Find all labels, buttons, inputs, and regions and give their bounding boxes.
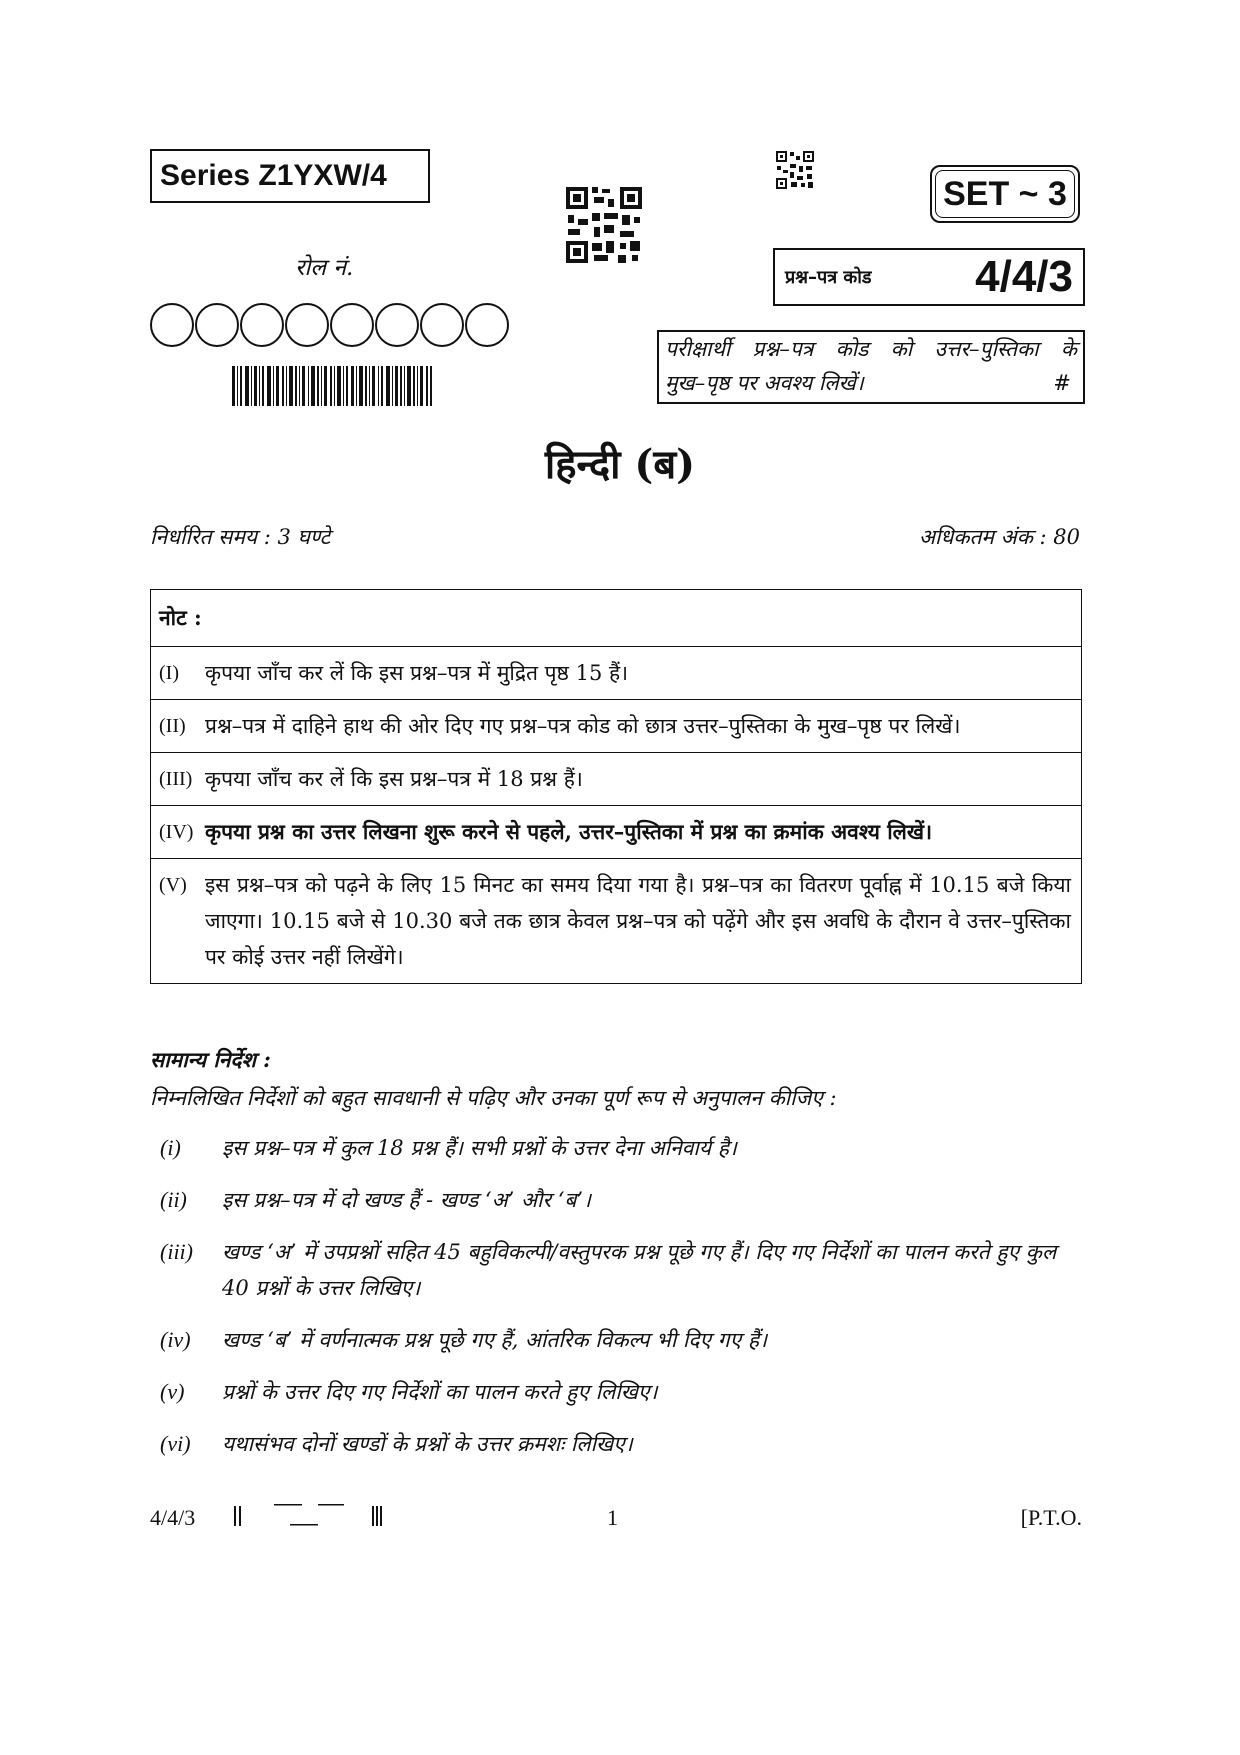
code-instruction-box: [657, 330, 1085, 404]
paper-code-value: 4/4/3: [975, 252, 1073, 301]
paper-code-label: प्रश्न–पत्र कोड: [785, 267, 872, 288]
max-marks: अधिकतम अंक : 80: [918, 525, 1080, 549]
note-heading: नोट :: [159, 605, 202, 630]
general-instructions-subheading: निम्नलिखित निर्देशों को बहुत सावधानी से पढ़िए और उनका पूर्ण रूप से अनुपालन कीजिए :: [150, 1086, 837, 1110]
footer-paper-code: 4/4/3: [150, 1505, 196, 1530]
note-item: [151, 805, 1081, 858]
note-text: कृपया जाँच कर लें कि इस प्रश्न–पत्र में मुद्रित पृष्ठ 15 हैं।: [205, 661, 629, 685]
page-number: 1: [607, 1505, 618, 1530]
instruction-text: इस प्रश्न–पत्र में दो खण्ड हैं - खण्ड ‘अ’ और ‘ब’।: [222, 1188, 592, 1212]
series-label: Series Z1YXW/4: [150, 149, 430, 203]
instruction-number: (v): [160, 1379, 185, 1404]
instruction-number: (i): [160, 1135, 181, 1160]
note-number: (II): [159, 715, 186, 737]
note-text: प्रश्न–पत्र में दाहिने हाथ की ओर दिए गए प्रश्न–पत्र कोड को छात्र उत्तर–पुस्तिका के मुख–पृष्ठ पर लिखें।: [205, 714, 961, 738]
instruction-item: [160, 1322, 1060, 1358]
roll-digit-circle: [330, 303, 374, 347]
paper-title: हिन्दी (ब): [544, 441, 696, 488]
roll-number-circles: [150, 303, 510, 347]
instruction-number: (iv): [160, 1327, 191, 1352]
note-text: इस प्रश्न–पत्र को पढ़ने के लिए 15 मिनट का समय दिया गया है। प्रश्न–पत्र का वितरण पूर्वाह्न में 10.15 बजे किया जाएगा। 10.15 बजे से 10.30 बजे तक छात्र केवल प्रश्न–पत्र को पढ़ेंगे और इस अवधि के दौरान वे उत्तर–पुस्तिका पर कोई उत्तर नहीं लिखेंगे।: [205, 873, 1071, 969]
instruction-item: [160, 1130, 1060, 1166]
note-item: [151, 752, 1081, 805]
note-number: (I): [159, 662, 179, 684]
qr-code-small: [775, 150, 815, 194]
roll-digit-circle: [285, 303, 329, 347]
roll-digit-circle: [465, 303, 509, 347]
note-number: (IV): [159, 821, 194, 843]
code-instruction-mark: #: [1053, 371, 1071, 395]
note-number: (V): [159, 874, 187, 896]
time-allowed: निर्धारित समय : 3 घण्टे: [150, 525, 331, 549]
note-item: [151, 858, 1081, 983]
roll-digit-circle: [150, 303, 194, 347]
instruction-item: [160, 1426, 1060, 1462]
general-instructions-list: [160, 1130, 1060, 1478]
instruction-text: यथासंभव दोनों खण्डों के प्रश्नों के उत्तर क्रमशः लिखिए।: [222, 1432, 633, 1456]
qr-code-main: [564, 185, 644, 269]
instruction-text: खण्ड ‘अ’ में उपप्रश्नों सहित 45 बहुविकल्पी/वस्तुपरक प्रश्न पूछे गए हैं। दिए गए निर्देशों का पालन करते हुए कुल 40 प्रश्नों के उत्तर लिखिए।: [222, 1240, 1057, 1300]
general-instructions-heading: सामान्य निर्देश :: [150, 1047, 271, 1072]
note-text: कृपया जाँच कर लें कि इस प्रश्न–पत्र में 18 प्रश्न हैं।: [205, 767, 583, 791]
note-number: (III): [159, 768, 193, 790]
instruction-item: [160, 1234, 1060, 1306]
footer-registration-marks: [232, 1500, 392, 1536]
instruction-item: [160, 1374, 1060, 1410]
barcode: [232, 366, 432, 410]
instruction-number: (ii): [160, 1187, 187, 1212]
instruction-text: इस प्रश्न–पत्र में कुल 18 प्रश्न हैं। सभी प्रश्नों के उत्तर देना अनिवार्य है।: [222, 1136, 737, 1160]
note-text: कृपया प्रश्न का उत्तर लिखना शुरू करने से पहले, उत्तर–पुस्तिका में प्रश्न का क्रमांक अवश्य लिखें।: [205, 819, 933, 844]
roll-digit-circle: [240, 303, 284, 347]
instruction-text: प्रश्नों के उत्तर दिए गए निर्देशों का पालन करते हुए लिखिए।: [222, 1380, 658, 1404]
pto-label: [P.T.O.: [1020, 1505, 1082, 1530]
paper-code-box: [773, 248, 1085, 306]
roll-digit-circle: [420, 303, 464, 347]
note-box: [150, 589, 1082, 984]
roll-digit-circle: [375, 303, 419, 347]
instruction-number: (iii): [160, 1239, 193, 1264]
instruction-text: खण्ड ‘ब’ में वर्णनात्मक प्रश्न पूछे गए हैं, आंतरिक विकल्प भी दिए गए हैं।: [222, 1328, 768, 1352]
note-item: [151, 646, 1081, 699]
roll-digit-circle: [195, 303, 239, 347]
code-instruction-line2: मुख–पृष्ठ पर अवश्य लिखें।: [665, 371, 864, 395]
roll-number-label: रोल नं.: [295, 255, 354, 281]
instruction-number: (vi): [160, 1431, 191, 1456]
instruction-item: [160, 1182, 1060, 1218]
set-label: SET ~ 3: [930, 165, 1080, 223]
code-instruction-line1: परीक्षार्थी प्रश्न–पत्र कोड को उत्तर–पुस्तिका के: [665, 337, 1077, 361]
note-item: [151, 699, 1081, 752]
